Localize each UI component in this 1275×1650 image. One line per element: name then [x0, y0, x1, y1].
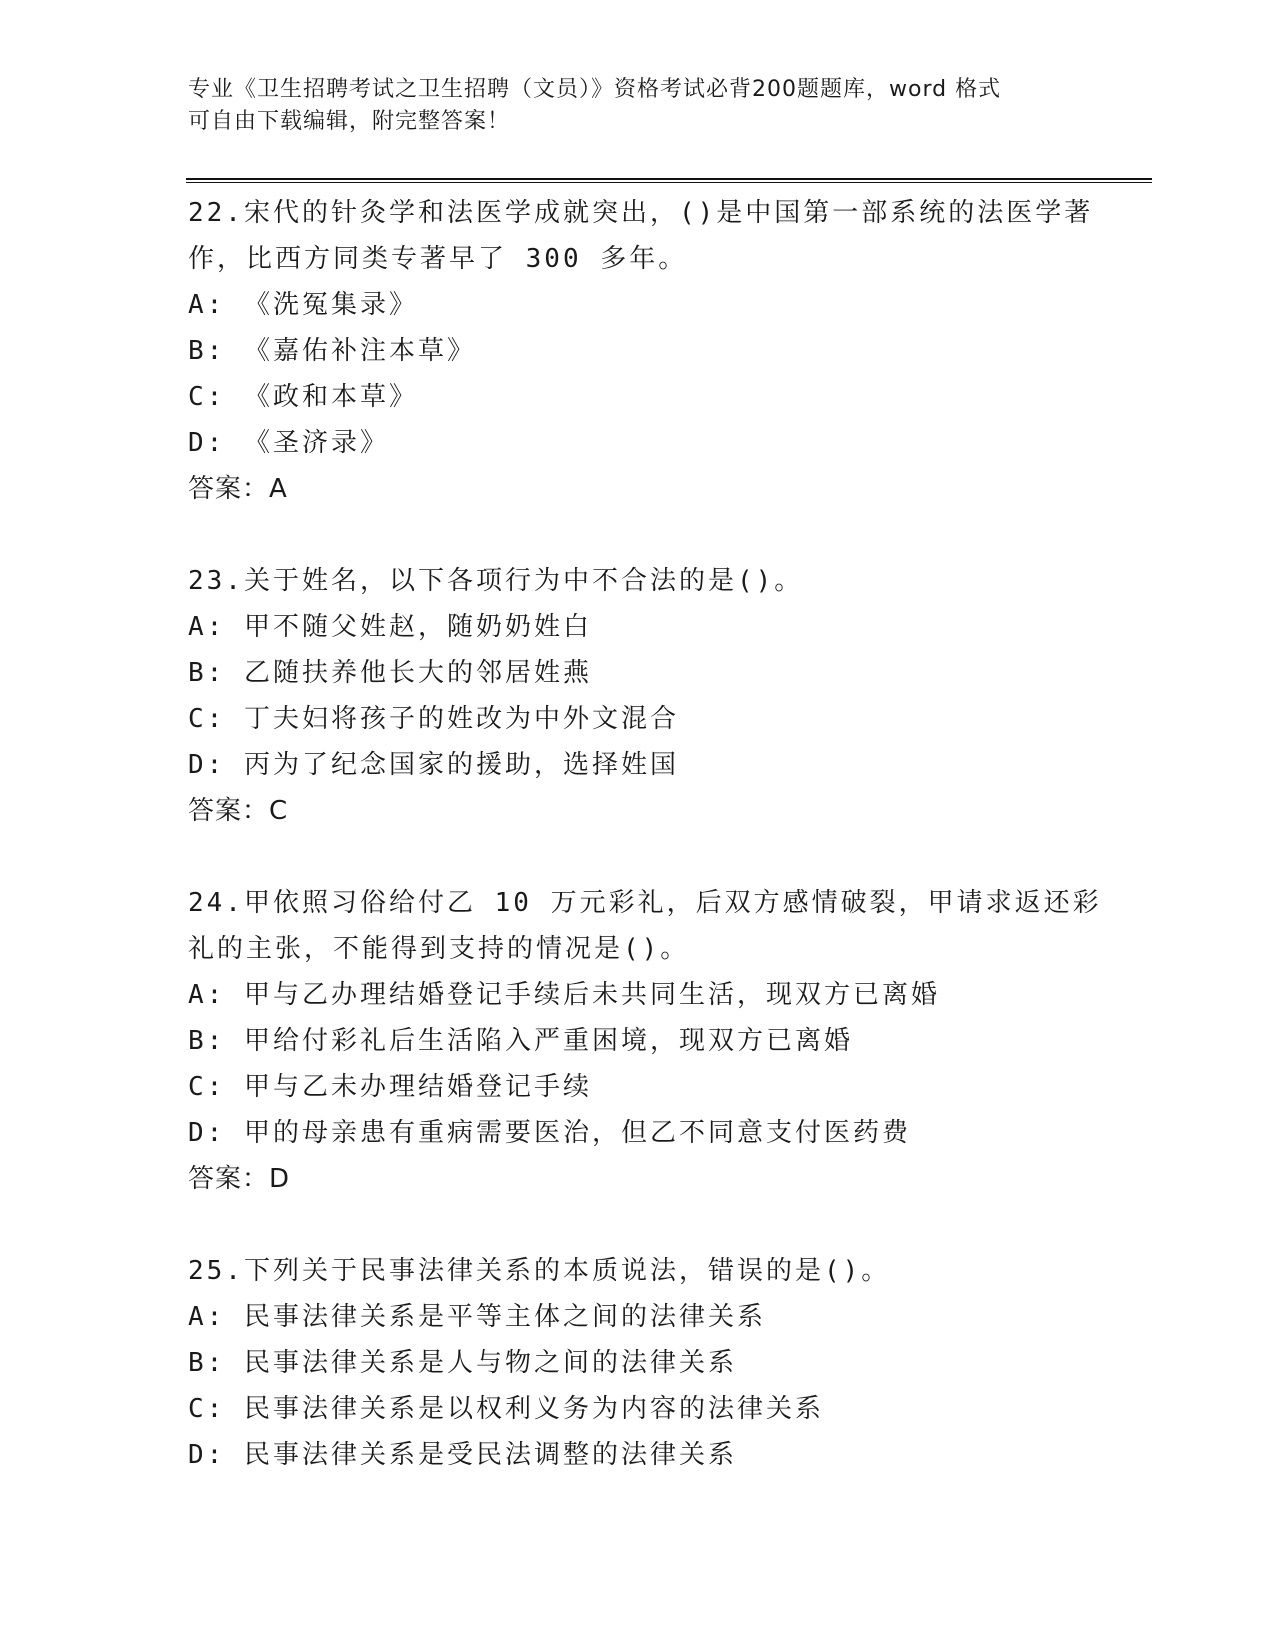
option-c: C: 丁夫妇将孩子的姓改为中外文混合	[188, 704, 679, 734]
option-c: C: 《政和本草》	[188, 382, 418, 412]
option-b: B: 民事法律关系是人与物之间的法律关系	[188, 1348, 737, 1378]
header-divider-thick	[186, 178, 1152, 180]
answer-label: 答案：D	[188, 1164, 291, 1194]
question-25	[188, 1248, 1088, 1478]
option-c: C: 民事法律关系是以权利义务为内容的法律关系	[188, 1394, 824, 1424]
header-divider-thin	[186, 182, 1152, 183]
option-b: B: 甲给付彩礼后生活陷入严重困境，现双方已离婚	[188, 1026, 853, 1056]
option-a: A: 《洗冤集录》	[188, 290, 418, 320]
document-header	[188, 74, 1068, 138]
option-d: D: 民事法律关系是受民法调整的法律关系	[188, 1440, 737, 1470]
option-b: B: 乙随扶养他长大的邻居姓燕	[188, 658, 592, 688]
question-22	[188, 190, 1094, 512]
option-a: A: 民事法律关系是平等主体之间的法律关系	[188, 1302, 766, 1332]
option-d: D: 丙为了纪念国家的援助，选择姓国	[188, 750, 679, 780]
question-stem-line: 25.下列关于民事法律关系的本质说法，错误的是()。	[188, 1256, 891, 1286]
option-d: D: 《圣济录》	[188, 428, 389, 458]
question-stem-line: 作，比西方同类专著早了 300 多年。	[188, 244, 688, 274]
question-24	[188, 880, 1102, 1202]
answer-label: 答案：A	[188, 474, 288, 504]
answer-label: 答案：C	[188, 796, 289, 826]
question-stem-line: 24.甲依照习俗给付乙 10 万元彩礼，后双方感情破裂，甲请求返还彩	[188, 888, 1102, 918]
question-stem-line: 22.宋代的针灸学和法医学成就突出，()是中国第一部系统的法医学著	[188, 198, 1094, 228]
option-a: A: 甲不随父姓赵，随奶奶姓白	[188, 612, 592, 642]
question-stem-line: 23.关于姓名，以下各项行为中不合法的是()。	[188, 566, 804, 596]
option-c: C: 甲与乙未办理结婚登记手续	[188, 1072, 592, 1102]
header-line-1: 专业《卫生招聘考试之卫生招聘（文员）》资格考试必背200题题库，word 格式	[188, 77, 1002, 102]
question-stem-line: 礼的主张，不能得到支持的情况是()。	[188, 934, 690, 964]
option-d: D: 甲的母亲患有重病需要医治，但乙不同意支付医药费	[188, 1118, 911, 1148]
option-b: B: 《嘉佑补注本草》	[188, 336, 476, 366]
question-list	[188, 190, 1102, 1478]
header-line-2: 可自由下载编辑，附完整答案！	[188, 109, 511, 134]
question-23	[188, 558, 1088, 834]
option-a: A: 甲与乙办理结婚登记手续后未共同生活，现双方已离婚	[188, 980, 940, 1010]
